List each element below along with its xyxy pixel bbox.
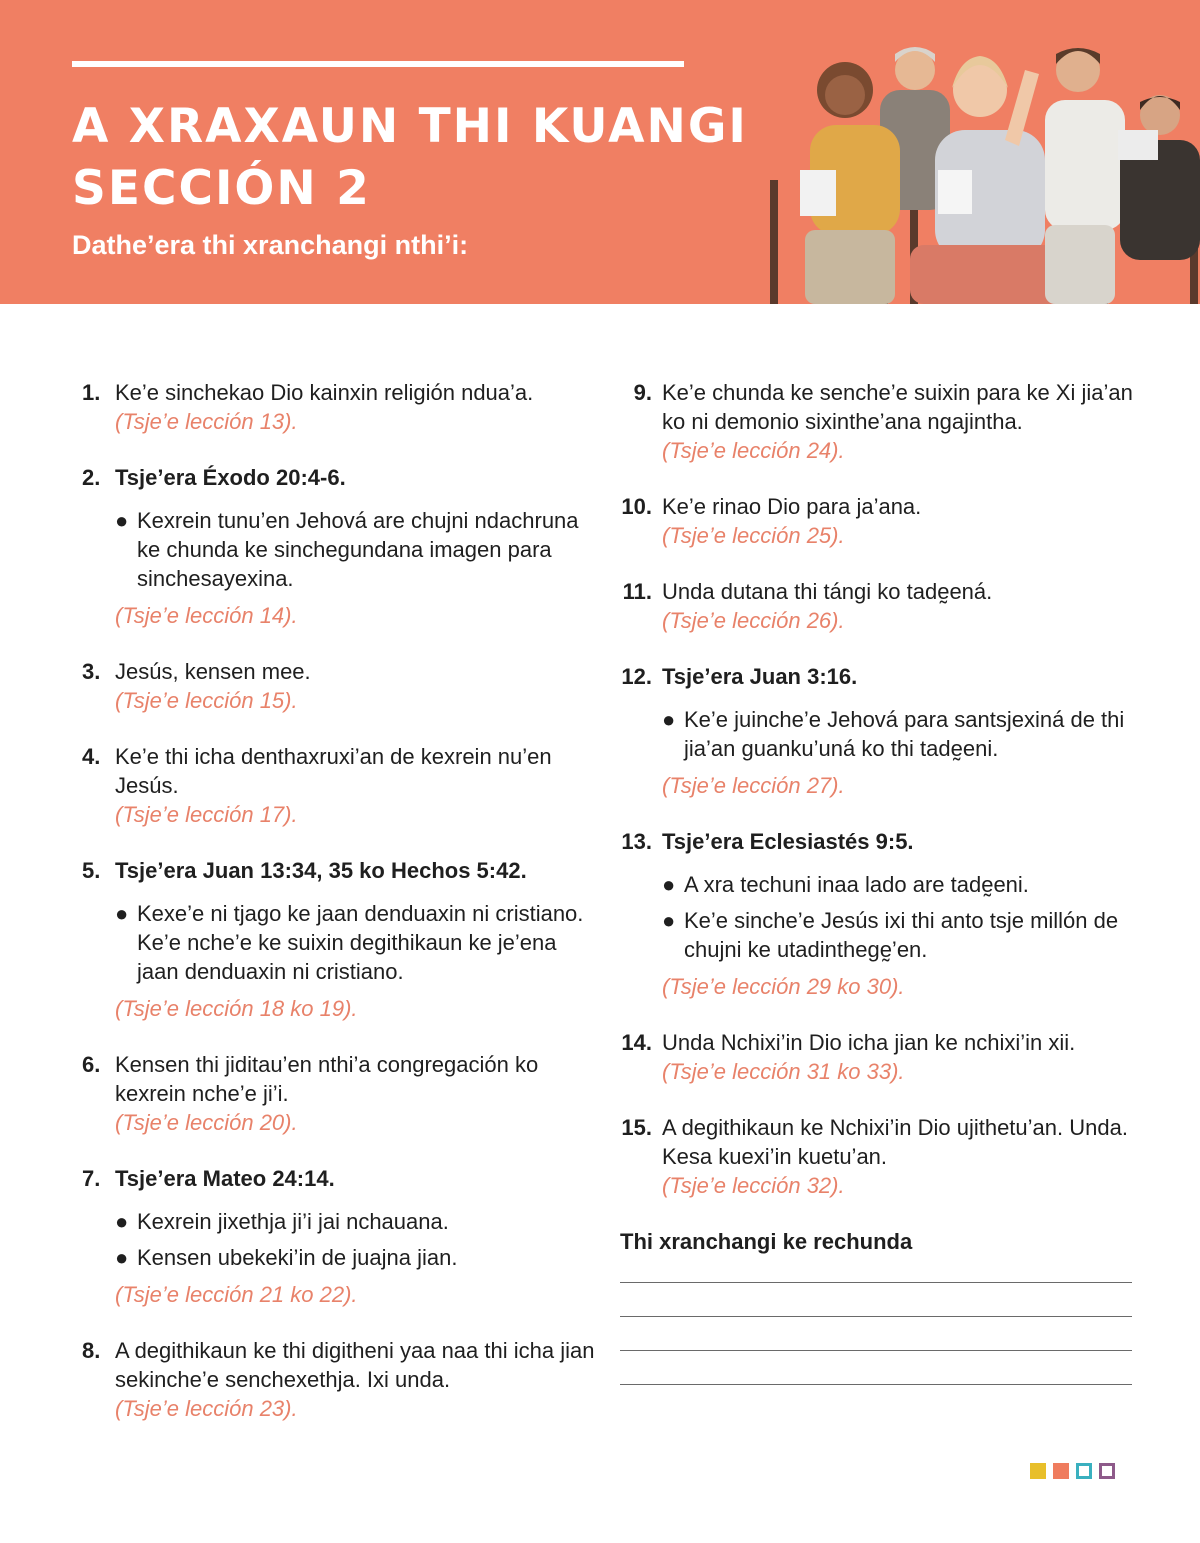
item-text: Jesús, kensen mee. — [115, 659, 311, 684]
bullet-dot-icon: ● — [662, 707, 676, 732]
note-line — [620, 1282, 1132, 1283]
review-item — [618, 662, 1138, 800]
item-text: Ke’e rinao Dio para ja’ana. — [662, 494, 922, 519]
lesson-reference: (Tsje’e lección 14). — [115, 603, 298, 628]
lesson-reference: (Tsje’e lección 18 ko 19). — [115, 996, 358, 1021]
bullet-dot-icon: ● — [115, 1245, 129, 1270]
bullet-dot-icon: ● — [115, 901, 129, 926]
bullet-list — [115, 506, 602, 593]
bullet-item — [115, 1243, 602, 1272]
item-text: Tsje’era Eclesiastés 9:5. — [662, 829, 914, 854]
review-item — [82, 463, 602, 630]
item-text: Unda Nchixi’in Dio icha jian ke nchixi’in xii. — [662, 1030, 1076, 1055]
note-line — [620, 1316, 1132, 1317]
bullet-text: Ke’e sinche’e Jesús ixi thi anto tsje millón de chujni ke utadinthegḛ’en. — [684, 908, 1119, 962]
review-item — [82, 742, 602, 829]
notes-heading: Thi xranchangi ke rechunda — [620, 1229, 913, 1254]
lesson-reference: (Tsje’e lección 27). — [662, 773, 845, 798]
item-text: Kensen thi jiditau’en nthi’a congregación ko kexrein nche’e ji’i. — [115, 1052, 539, 1106]
review-item — [618, 827, 1138, 1001]
bullet-dot-icon: ● — [662, 908, 676, 933]
lesson-reference: (Tsje’e lección 17). — [115, 802, 298, 827]
item-text: Unda dutana thi tángi ko tadḛená. — [662, 579, 993, 604]
item-text: A degithikaun ke Nchixi’in Dio ujithetu’an. Unda. Kesa kuexi’in kuetu’an. — [662, 1115, 1128, 1169]
item-text: A degithikaun ke thi digitheni yaa naa thi icha jian sekinche’e senchexethja. Ixi unda. — [115, 1338, 595, 1392]
bullet-dot-icon: ● — [115, 1209, 129, 1234]
bullet-item — [662, 870, 1138, 899]
review-item — [618, 1113, 1138, 1200]
lesson-reference: (Tsje’e lección 20). — [115, 1110, 298, 1135]
review-item — [82, 1050, 602, 1137]
item-number: 11. — [622, 579, 652, 604]
review-item — [618, 378, 1138, 465]
item-text: Tsje’era Juan 13:34, 35 ko Hechos 5:42. — [115, 858, 527, 883]
notes-lines — [618, 1282, 1138, 1385]
page-title — [72, 96, 748, 220]
item-number: 2. — [82, 465, 101, 490]
bullet-text: Ke’e juinche’e Jehová para santsjexiná de thi jia’an guanku’uná ko thi tadḛeni. — [684, 707, 1125, 761]
lesson-reference: (Tsje’e lección 15). — [115, 688, 298, 713]
review-item — [618, 492, 1138, 550]
review-item — [82, 1164, 602, 1309]
review-item — [82, 1336, 602, 1423]
bullet-text: Kexe’e ni tjago ke jaan denduaxin ni cristiano. Ke’e nche’e ke suixin degithikaun ke je’ena jaan denduaxin ni cristiano. — [137, 901, 584, 984]
note-line — [620, 1384, 1132, 1385]
lesson-reference: (Tsje’e lección 21 ko 22). — [115, 1282, 358, 1307]
item-text: Ke’e sinchekao Dio kainxin religión ndua’a. — [115, 380, 534, 405]
lesson-reference: (Tsje’e lección 31 ko 33). — [662, 1059, 905, 1084]
item-number: 1. — [82, 380, 101, 405]
accent-square-icon — [1076, 1463, 1092, 1479]
lesson-reference: (Tsje’e lección 29 ko 30). — [662, 974, 905, 999]
bullet-list — [662, 870, 1138, 964]
item-number: 12. — [621, 664, 652, 689]
bullet-item — [662, 705, 1138, 763]
lesson-reference: (Tsje’e lección 24). — [662, 438, 845, 463]
bullet-text: Kensen ubekeki’in de juajna jian. — [137, 1245, 458, 1270]
review-item — [82, 856, 602, 1023]
bullet-list — [662, 705, 1138, 763]
review-item — [618, 577, 1138, 635]
bullet-dot-icon: ● — [115, 508, 129, 533]
lesson-reference: (Tsje’e lección 25). — [662, 523, 845, 548]
bullet-list — [115, 1207, 602, 1272]
item-number: 14. — [621, 1030, 652, 1055]
accent-square-icon — [1053, 1463, 1069, 1479]
lesson-reference: (Tsje’e lección 32). — [662, 1173, 845, 1198]
bullet-text: Kexrein tunu’en Jehová are chujni ndachruna ke chunda ke sinchegundana imagen para sinchesayexina. — [137, 508, 579, 591]
bullet-item — [115, 899, 602, 986]
note-line — [620, 1350, 1132, 1351]
review-item — [82, 657, 602, 715]
bullet-list — [115, 899, 602, 986]
accent-square-icon — [1030, 1463, 1046, 1479]
lesson-reference: (Tsje’e lección 23). — [115, 1396, 298, 1421]
title-line-1: A XRAXAUN THI KUANGI — [72, 99, 748, 154]
bullet-dot-icon: ● — [662, 872, 676, 897]
item-number: 3. — [82, 659, 101, 684]
bullet-text: A xra techuni inaa lado are tadḛeni. — [684, 872, 1029, 897]
page-subtitle: Dathe’era thi xranchangi nthi’i: — [72, 230, 469, 260]
item-number: 9. — [633, 380, 652, 405]
left-column — [82, 378, 602, 1450]
item-text: Tsje’era Juan 3:16. — [662, 664, 858, 689]
people-seated-illustration — [760, 30, 1200, 304]
item-text: Tsje’era Mateo 24:14. — [115, 1166, 335, 1191]
bullet-item — [662, 906, 1138, 964]
header-rule — [72, 61, 684, 67]
item-number: 10. — [621, 494, 652, 519]
item-number: 7. — [82, 1166, 101, 1191]
lesson-reference: (Tsje’e lección 26). — [662, 608, 845, 633]
bullet-item — [115, 506, 602, 593]
review-item — [618, 1028, 1138, 1086]
page-header — [0, 0, 1200, 304]
item-number: 8. — [82, 1338, 101, 1363]
title-line-2: SECCIÓN 2 — [72, 161, 371, 216]
item-text: Ke’e thi icha denthaxruxi’an de kexrein nu’en Jesús. — [115, 744, 552, 798]
item-number: 15. — [621, 1115, 652, 1140]
bullet-item — [115, 1207, 602, 1236]
item-number: 6. — [82, 1052, 101, 1077]
review-item — [82, 378, 602, 436]
item-number: 5. — [82, 858, 101, 883]
item-text: Tsje’era Éxodo 20:4-6. — [115, 465, 346, 490]
accent-square-icon — [1099, 1463, 1115, 1479]
accent-squares — [1030, 1463, 1115, 1479]
lesson-reference: (Tsje’e lección 13). — [115, 409, 298, 434]
item-number: 4. — [82, 744, 101, 769]
bullet-text: Kexrein jixethja ji’i jai nchauana. — [137, 1209, 449, 1234]
item-number: 13. — [621, 829, 652, 854]
item-text: Ke’e chunda ke senche’e suixin para ke Xi jia’an ko ni demonio sixinthe’ana ngajintha. — [662, 380, 1133, 434]
right-column — [618, 378, 1138, 1385]
